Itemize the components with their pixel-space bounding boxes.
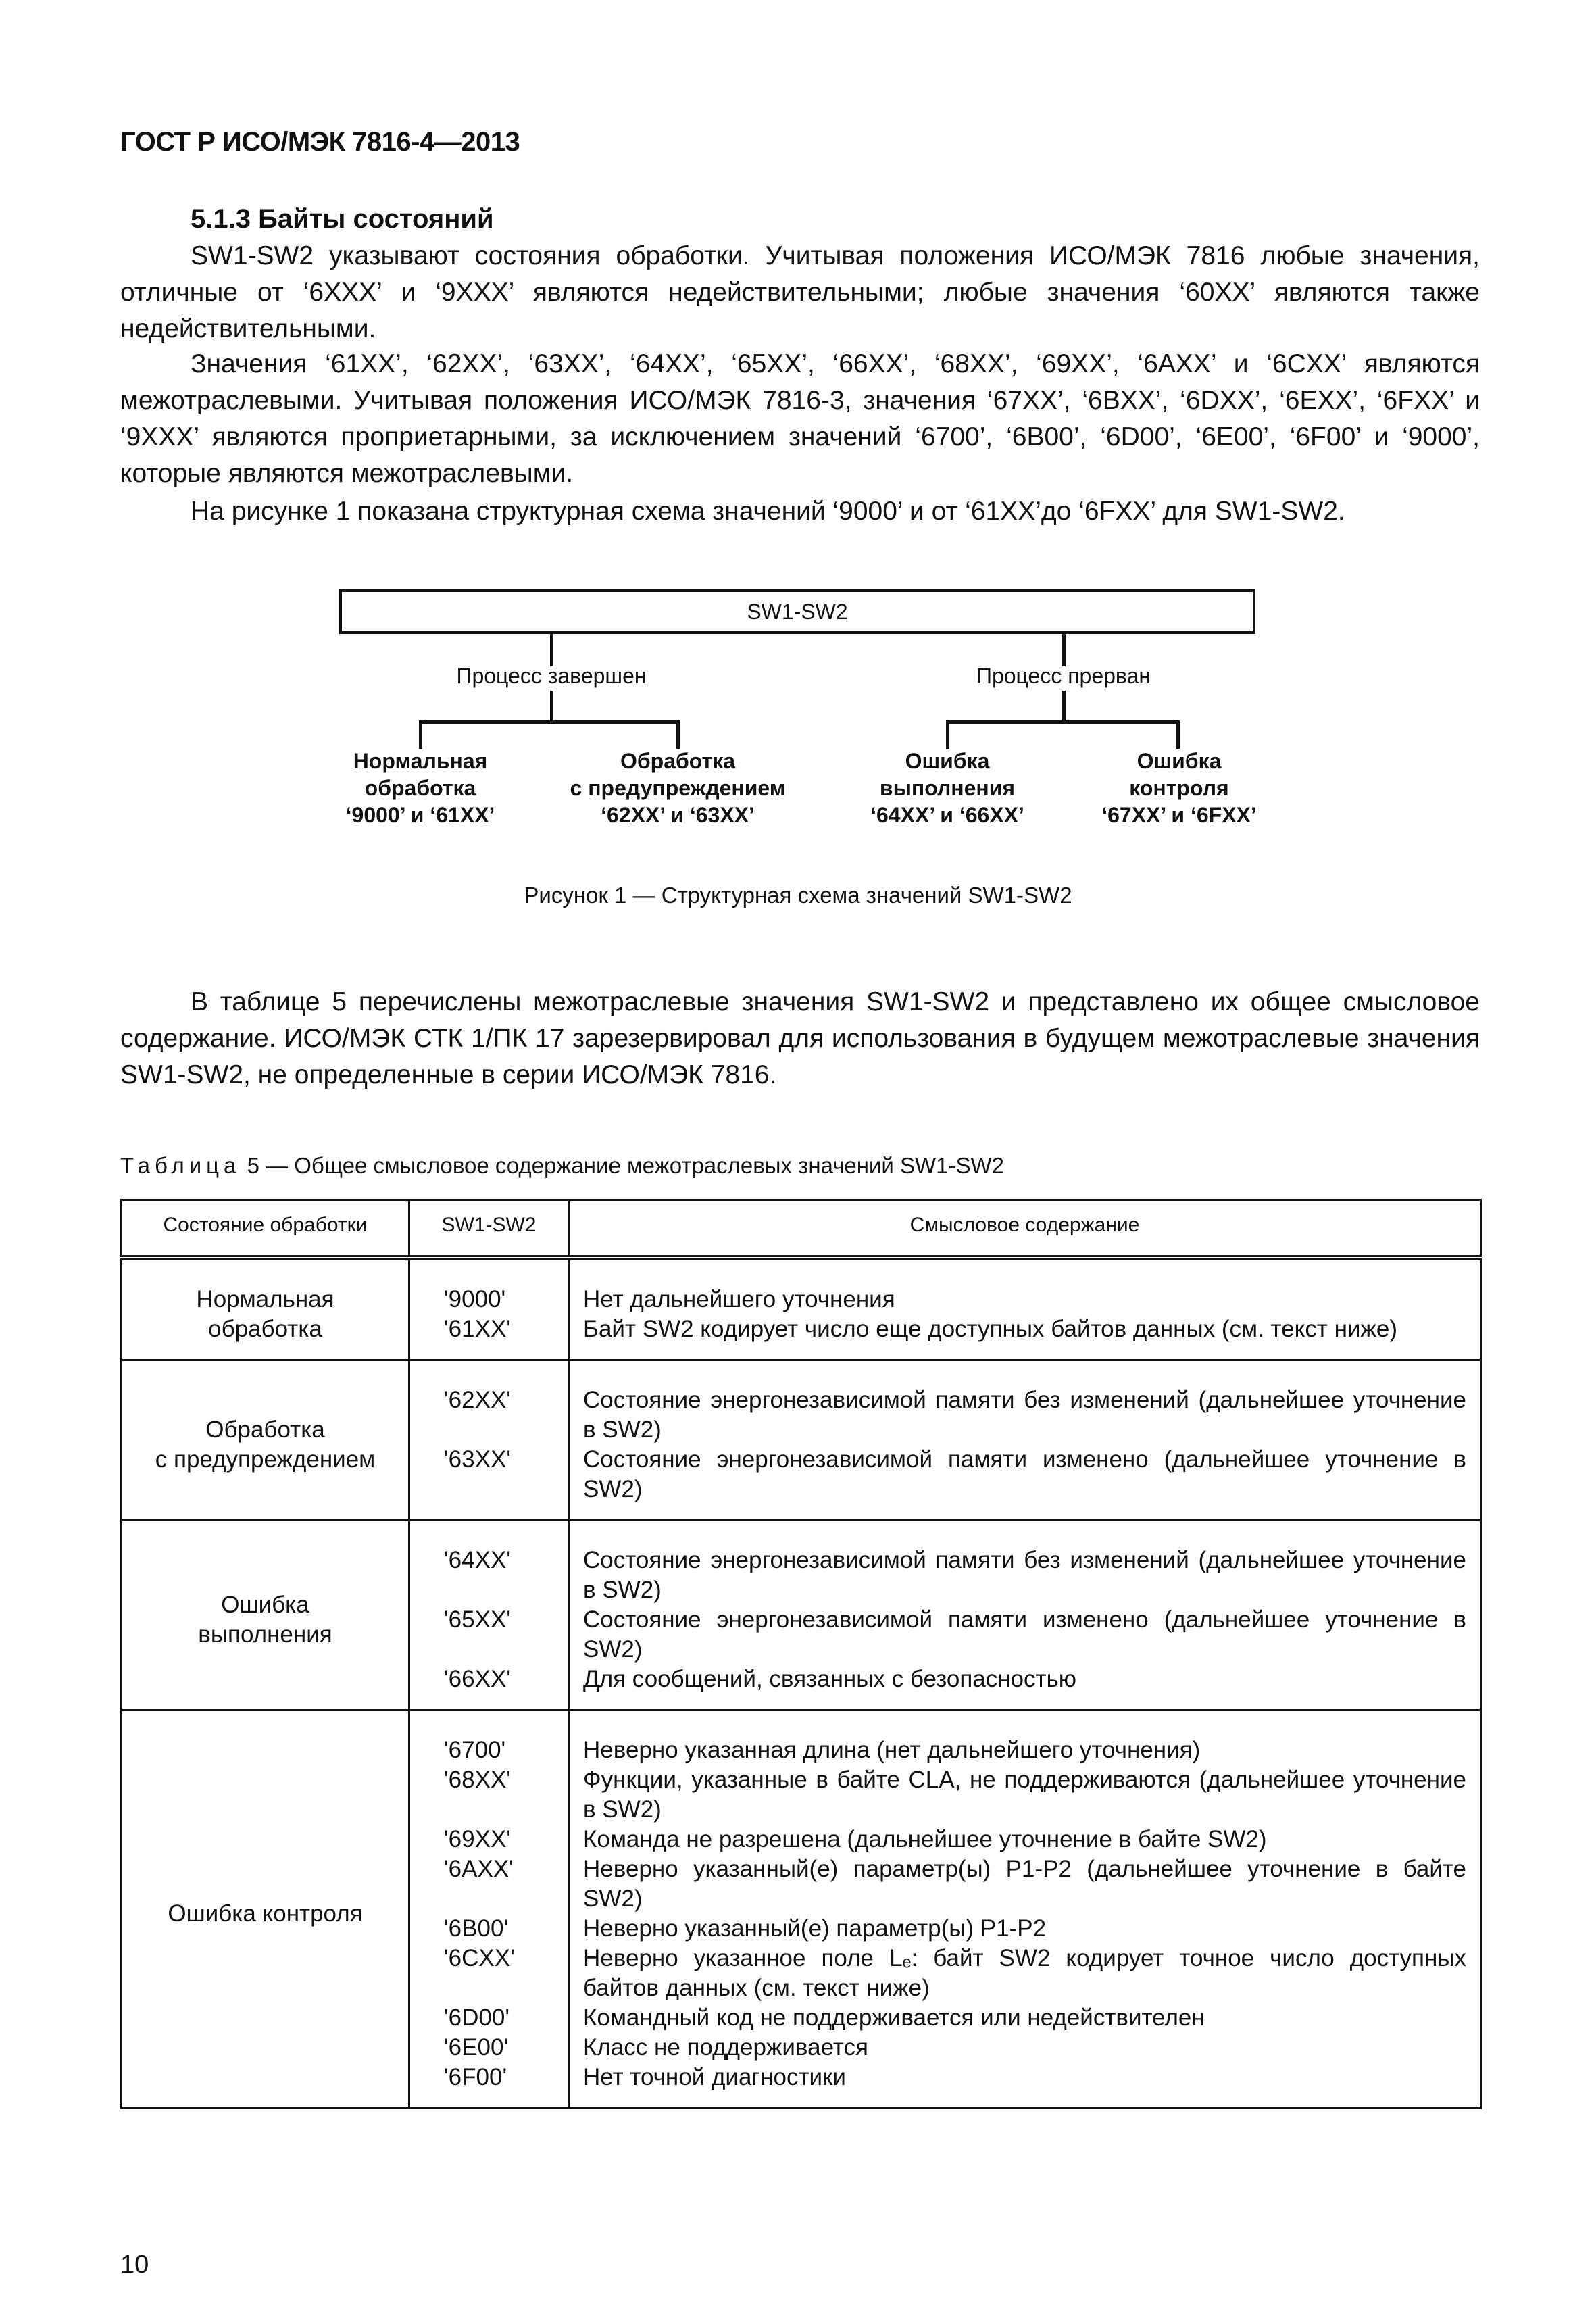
state-text: Ошибка xyxy=(221,1592,309,1618)
code-cell xyxy=(409,1360,569,1521)
connector xyxy=(946,720,949,749)
connector xyxy=(419,720,680,724)
meaning-cell xyxy=(569,1521,1481,1710)
diagram-leaf: Нормальная обработка ‘9000’ и ‘61XX’ xyxy=(345,749,495,827)
status-code: '68XX' xyxy=(444,1767,511,1793)
status-code: '6CXX' xyxy=(444,1945,515,1971)
section-title: 5.1.3 Байты состояний xyxy=(191,204,494,234)
connector xyxy=(1062,691,1066,723)
diagram-branch-aborted: Процесс прерван xyxy=(976,664,1151,688)
status-code: '6700' xyxy=(444,1737,506,1763)
status-meaning: Неверно указанная длина (нет дальнейшего уточнения) xyxy=(583,1737,1201,1763)
status-code: '6F00' xyxy=(444,2064,507,2090)
page-number: 10 xyxy=(120,2250,149,2279)
state-cell xyxy=(122,1521,409,1710)
status-meaning: Состояние энергонезависимой памяти без изменений (дальнейшее уточнение в SW2) xyxy=(583,1547,1466,1603)
status-meaning: Нет дальнейшего уточнения xyxy=(583,1286,895,1312)
connector xyxy=(1062,634,1066,666)
paragraph-3: На рисунке 1 показана структурная схема значений ‘9000’ и от ‘61XX’до ‘6FXX’ для SW1-SW2. xyxy=(191,497,1345,526)
state-text: Ошибка контроля xyxy=(168,1900,363,1927)
diagram-branch-completed: Процесс завершен xyxy=(456,664,647,688)
figure-caption: Рисунок 1 — Структурная схема значений SW1-SW2 xyxy=(524,883,1072,908)
column-header-state: Состояние обработки xyxy=(122,1200,409,1258)
connector xyxy=(550,634,553,666)
paragraph-1: SW1-SW2 указывают состояния обработки. Учитывая положения ИСО/МЭК 7816 любые значения, отличные от ‘6XXX’ и ‘9XXX’ являются недействительными; любые значения ‘60XX’ являются также недействительными. xyxy=(120,241,1480,343)
code-cell xyxy=(409,1258,569,1360)
connector xyxy=(550,691,553,723)
connector xyxy=(946,720,1180,724)
diagram-root-label: SW1-SW2 xyxy=(747,599,848,624)
meaning-cell xyxy=(569,1710,1481,2109)
code-cell xyxy=(409,1521,569,1710)
state-cell xyxy=(122,1258,409,1360)
status-code: '65XX' xyxy=(444,1606,511,1633)
status-code: '63XX' xyxy=(444,1446,511,1473)
status-code: '64XX' xyxy=(444,1547,511,1573)
state-text: Обработка xyxy=(205,1417,325,1443)
status-meaning: Нет точной диагностики xyxy=(583,2064,846,2090)
status-code: '6B00' xyxy=(444,1915,509,1942)
status-code: '69XX' xyxy=(444,1826,511,1852)
state-cell xyxy=(122,1710,409,2109)
status-meaning: Командный код не поддерживается или недействителен xyxy=(583,2004,1205,2031)
status-code: '61XX' xyxy=(444,1316,511,1342)
diagram-leaf: Ошибка контроля ‘67XX’ и ‘6FXX’ xyxy=(1101,749,1257,827)
state-text: Нормальная xyxy=(196,1286,334,1312)
status-meaning: Байт SW2 кодирует число еще доступных байтов данных (см. текст ниже) xyxy=(583,1316,1397,1342)
status-code: '62XX' xyxy=(444,1387,511,1413)
status-meaning: Неверно указанное поле Lₑ: байт SW2 кодирует точное число доступных байтов данных (см. текст ниже) xyxy=(583,1945,1466,2001)
status-code: '6D00' xyxy=(444,2004,510,2031)
document-header: ГОСТ Р ИСО/МЭК 7816-4—2013 xyxy=(120,127,520,157)
diagram-leaf: Обработка с предупреждением ‘62XX’ и ‘63XX’ xyxy=(570,749,786,827)
status-meaning: Неверно указанный(е) параметр(ы) P1-P2 (дальнейшее уточнение в байте SW2) xyxy=(583,1856,1466,1912)
meaning-cell xyxy=(569,1258,1481,1360)
connector xyxy=(676,720,680,749)
status-meaning: Для сообщений, связанных с безопасностью xyxy=(583,1666,1077,1692)
connector xyxy=(1176,720,1180,749)
state-text: выполнения xyxy=(198,1621,332,1648)
status-meaning: Функции, указанные в байте CLA, не поддерживаются (дальнейшее уточнение в SW2) xyxy=(583,1767,1466,1823)
status-code: '6E00' xyxy=(444,2034,509,2061)
table-caption: Таблица 5 — Общее смысловое содержание межотраслевых значений SW1-SW2 xyxy=(120,1153,1004,1178)
paragraph-4: В таблице 5 перечислены межотраслевые значения SW1-SW2 и представлено их общее смысловое содержание. ИСО/МЭК СТК 1/ПК 17 зарезервировал для использования в будущем межотраслевые значения SW1-SW2, не определенные в серии ИСО/МЭК 7816. xyxy=(120,987,1480,1089)
status-meaning: Класс не поддерживается xyxy=(583,2034,868,2061)
status-code: '9000' xyxy=(444,1286,506,1312)
meaning-cell xyxy=(569,1360,1481,1521)
code-cell xyxy=(409,1710,569,2109)
diagram-leaf: Ошибка выполнения ‘64XX’ и ‘66XX’ xyxy=(870,749,1024,827)
status-table xyxy=(120,1199,1482,2109)
table-row xyxy=(122,1521,1481,1710)
state-text: обработка xyxy=(208,1316,322,1342)
connector xyxy=(419,720,422,749)
table-header-row xyxy=(122,1200,1481,1258)
table-row xyxy=(122,1710,1481,2109)
diagram-root-box xyxy=(339,589,1255,634)
status-meaning: Неверно указанный(е) параметр(ы) P1-P2 xyxy=(583,1915,1047,1942)
status-code: '66XX' xyxy=(444,1666,511,1692)
paragraph-2: Значения ‘61XX’, ‘62XX’, ‘63XX’, ‘64XX’, ‘65XX’, ‘66XX’, ‘68XX’, ‘69XX’, ‘6AXX’ и ‘6CXX’ являются межотраслевыми. Учитывая положения ИСО/МЭК 7816-3, значения ‘67XX’, ‘6BXX’, ‘6DXX’, ‘6EXX’, ‘6FXX’ и ‘9XXX’ являются проприетарными, за исключением значений ‘6700’, ‘6B00’, ‘6D00’, ‘6E00’, ‘6F00’ и ‘9000’, которые являются межотраслевыми. xyxy=(120,349,1480,488)
column-header-code: SW1-SW2 xyxy=(409,1200,569,1258)
status-meaning: Состояние энергонезависимой памяти изменено (дальнейшее уточнение в SW2) xyxy=(583,1446,1466,1502)
state-cell xyxy=(122,1360,409,1521)
table-row xyxy=(122,1360,1481,1521)
state-text: с предупреждением xyxy=(155,1446,376,1473)
status-code: '6AXX' xyxy=(444,1856,514,1882)
table-row xyxy=(122,1258,1481,1360)
status-meaning: Команда не разрешена (дальнейшее уточнение в байте SW2) xyxy=(583,1826,1267,1852)
status-meaning: Состояние энергонезависимой памяти без изменений (дальнейшее уточнение в SW2) xyxy=(583,1387,1466,1443)
status-meaning: Состояние энергонезависимой памяти изменено (дальнейшее уточнение в SW2) xyxy=(583,1606,1466,1663)
column-header-meaning: Смысловое содержание xyxy=(569,1200,1481,1258)
